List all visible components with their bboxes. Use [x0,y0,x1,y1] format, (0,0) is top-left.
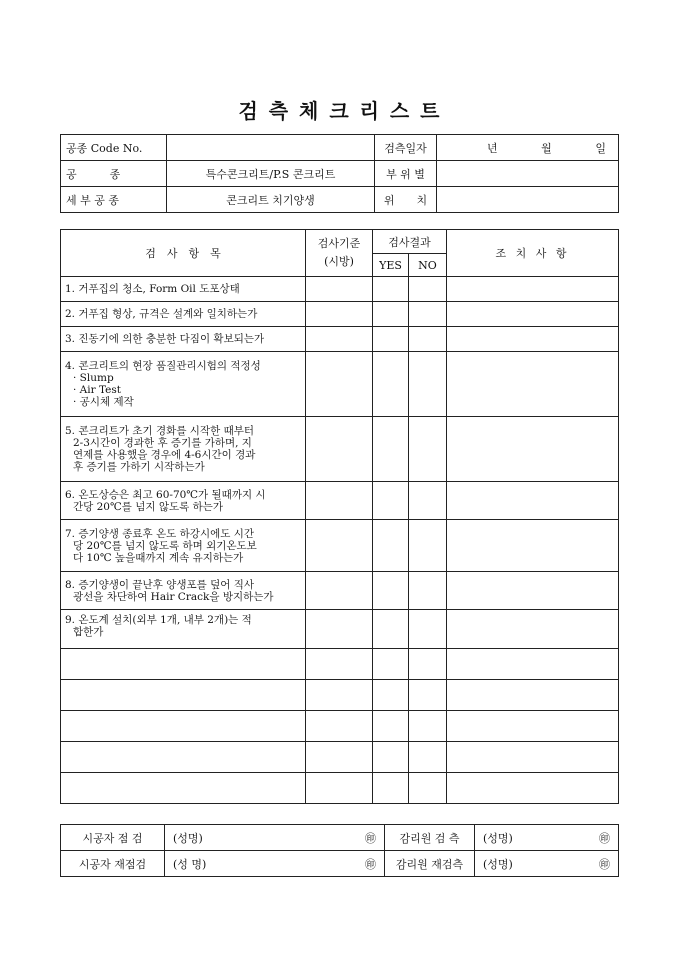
no-cell[interactable] [409,520,447,572]
check-item-3: 3. 진동기에 의한 충분한 다짐이 확보되는가 [61,327,306,352]
checklist-header-row [61,230,619,254]
seal-icon: ㊞ [599,831,610,845]
check-item-4 [61,352,306,417]
contractor-reinspection-name[interactable] [165,851,385,877]
no-cell[interactable] [409,680,447,711]
supervisor-reinspection-name[interactable] [475,851,619,877]
check-item-4-line2: · Slump [73,372,114,384]
checklist-empty-row [61,773,619,804]
check-item-4-line4: · 공시체 제작 [73,396,134,408]
part-label: 부 위 별 [375,161,437,187]
check-item-5-line4: 후 증기를 가하기 시작하는가 [73,461,205,473]
check-item-7-line2: 당 20℃를 넘지 않도록 하며 외기온도보 [73,539,257,552]
col-header-criteria-line1: 검사기준 [317,237,361,250]
year-label: 년 [487,141,498,155]
contractor-inspection-name[interactable] [165,825,385,851]
yes-cell[interactable] [373,352,409,417]
col-header-result: 검사결과 [373,230,447,254]
name-field-label: (성명) [173,831,203,845]
criteria-cell[interactable] [306,742,373,773]
check-item-4-line3: · Air Test [73,384,121,396]
supervisor-inspection-name[interactable] [475,825,619,851]
check-item-7-line3: 다 10℃ 높을때까지 계속 유지하는가 [73,551,244,564]
yes-cell[interactable] [373,649,409,680]
work-type-label: 공 종 [61,161,167,187]
check-item-8 [61,572,306,610]
criteria-cell[interactable] [306,680,373,711]
work-type-value[interactable]: 특수콘크리트/P.S 콘크리트 [167,161,375,187]
checklist-row [61,302,619,327]
check-item-6 [61,482,306,520]
month-label: 월 [541,141,552,155]
action-cell[interactable] [447,277,619,302]
check-item-5-line3: 연제를 사용했을 경우에 4-6시간이 경과 [73,449,256,461]
header-table [60,134,619,213]
criteria-cell[interactable] [306,520,373,572]
checklist-row [61,417,619,482]
action-cell[interactable] [447,773,619,804]
criteria-cell[interactable] [306,572,373,610]
inspection-date-label: 검측일자 [375,135,437,161]
name-field-label: (성명) [483,857,513,871]
yes-cell[interactable] [373,520,409,572]
item-cell[interactable] [61,711,306,742]
location-label: 위 치 [375,187,437,213]
check-item-9 [61,610,306,649]
yes-cell[interactable] [373,610,409,649]
item-cell[interactable] [61,773,306,804]
check-item-6-line1: 6. 온도상승은 최고 60-70℃가 될때까지 시 [65,488,266,501]
action-cell[interactable] [447,610,619,649]
check-item-7-line1: 7. 증기양생 종료후 온도 하강시에도 시간 [65,527,254,540]
criteria-cell[interactable] [306,711,373,742]
action-cell[interactable] [447,742,619,773]
yes-cell[interactable] [373,417,409,482]
check-item-1: 1. 거푸집의 청소, Form Oil 도포상태 [61,277,306,302]
action-cell[interactable] [447,417,619,482]
name-field-label: (성명) [483,831,513,845]
detail-work-label: 세 부 공 종 [61,187,167,213]
header-row-work-type [61,161,619,187]
header-row-code [61,135,619,161]
no-cell[interactable] [409,277,447,302]
no-cell[interactable] [409,482,447,520]
supervisor-reinspection-label: 감리원 재검측 [385,851,475,877]
checklist-row [61,610,619,649]
criteria-cell[interactable] [306,352,373,417]
check-item-5-line2: 2-3시간이 경과한 후 증기를 가하며, 지 [73,437,252,449]
checklist-row [61,327,619,352]
seal-icon: ㊞ [365,831,376,845]
col-header-no: NO [409,254,447,277]
col-header-item: 검 사 항 목 [61,230,306,277]
action-cell[interactable] [447,520,619,572]
checklist-row [61,352,619,417]
yes-cell[interactable] [373,742,409,773]
checklist-table [60,229,619,804]
action-cell[interactable] [447,327,619,352]
checklist-empty-row [61,649,619,680]
checklist-row [61,277,619,302]
yes-cell[interactable] [373,680,409,711]
criteria-cell[interactable] [306,773,373,804]
action-cell[interactable] [447,352,619,417]
col-header-action: 조 치 사 항 [447,230,619,277]
signature-row-second [61,851,619,877]
location-value[interactable] [437,187,619,213]
criteria-cell[interactable] [306,482,373,520]
item-cell[interactable] [61,649,306,680]
action-cell[interactable] [447,302,619,327]
check-item-6-line2: 간당 20℃를 넘지 않도록 하는가 [73,500,224,513]
check-item-7 [61,520,306,572]
no-cell[interactable] [409,773,447,804]
no-cell[interactable] [409,649,447,680]
item-cell[interactable] [61,680,306,711]
check-item-8-line2: 광선을 차단하여 Hair Crack을 방지하는가 [73,590,274,603]
criteria-cell[interactable] [306,327,373,352]
action-cell[interactable] [447,680,619,711]
check-item-9-line2: 합한가 [73,626,104,638]
check-item-8-line1: 8. 증기양생이 끝난후 양생포를 덮어 직사 [65,578,254,591]
code-label: 공종 Code No. [61,135,167,161]
no-cell[interactable] [409,610,447,649]
supervisor-inspection-label: 감리원 검 측 [385,825,475,851]
no-cell[interactable] [409,302,447,327]
seal-icon: ㊞ [599,857,610,871]
day-label: 일 [595,141,606,155]
checklist-empty-row [61,742,619,773]
criteria-cell[interactable] [306,610,373,649]
yes-cell[interactable] [373,711,409,742]
contractor-inspection-label: 시공자 점 검 [61,825,165,851]
criteria-cell[interactable] [306,417,373,482]
document-title: 검 측 체 크 리 스 트 [238,99,442,123]
inspection-date-value[interactable] [437,135,619,161]
signature-row-first [61,825,619,851]
criteria-cell[interactable] [306,649,373,680]
yes-cell[interactable] [373,302,409,327]
yes-cell[interactable] [373,277,409,302]
check-item-2: 2. 거푸집 형상, 규격은 설계와 일치하는가 [61,302,306,327]
check-item-5-line1: 5. 콘크리트가 초기 경화를 시작한 때부터 [65,425,254,437]
checklist-empty-row [61,680,619,711]
check-item-9-line1: 9. 온도계 설치(외부 1개, 내부 2개)는 적 [65,614,252,626]
detail-work-value[interactable]: 콘크리트 치기양생 [167,187,375,213]
seal-icon: ㊞ [365,857,376,871]
no-cell[interactable] [409,572,447,610]
checklist-empty-row [61,711,619,742]
yes-cell[interactable] [373,572,409,610]
no-cell[interactable] [409,327,447,352]
contractor-reinspection-label: 시공자 재점검 [61,851,165,877]
part-value[interactable] [437,161,619,187]
action-cell[interactable] [447,711,619,742]
checklist-row [61,520,619,572]
no-cell[interactable] [409,352,447,417]
yes-cell[interactable] [373,482,409,520]
yes-cell[interactable] [373,327,409,352]
col-header-yes: YES [373,254,409,277]
header-row-detail [61,187,619,213]
action-cell[interactable] [447,649,619,680]
no-cell[interactable] [409,417,447,482]
no-cell[interactable] [409,711,447,742]
col-header-criteria-line2: (시방) [324,255,354,268]
signature-table [60,824,619,877]
no-cell[interactable] [409,742,447,773]
item-cell[interactable] [61,742,306,773]
action-cell[interactable] [447,572,619,610]
code-value[interactable] [167,135,375,161]
check-item-4-line1: 4. 콘크리트의 현장 품질관리시험의 적정성 [65,360,261,372]
col-header-criteria [306,230,373,277]
checklist-row [61,482,619,520]
check-item-5 [61,417,306,482]
name-field-label: (성 명) [173,857,207,871]
checklist-row [61,572,619,610]
criteria-cell[interactable] [306,277,373,302]
action-cell[interactable] [447,482,619,520]
yes-cell[interactable] [373,773,409,804]
criteria-cell[interactable] [306,302,373,327]
